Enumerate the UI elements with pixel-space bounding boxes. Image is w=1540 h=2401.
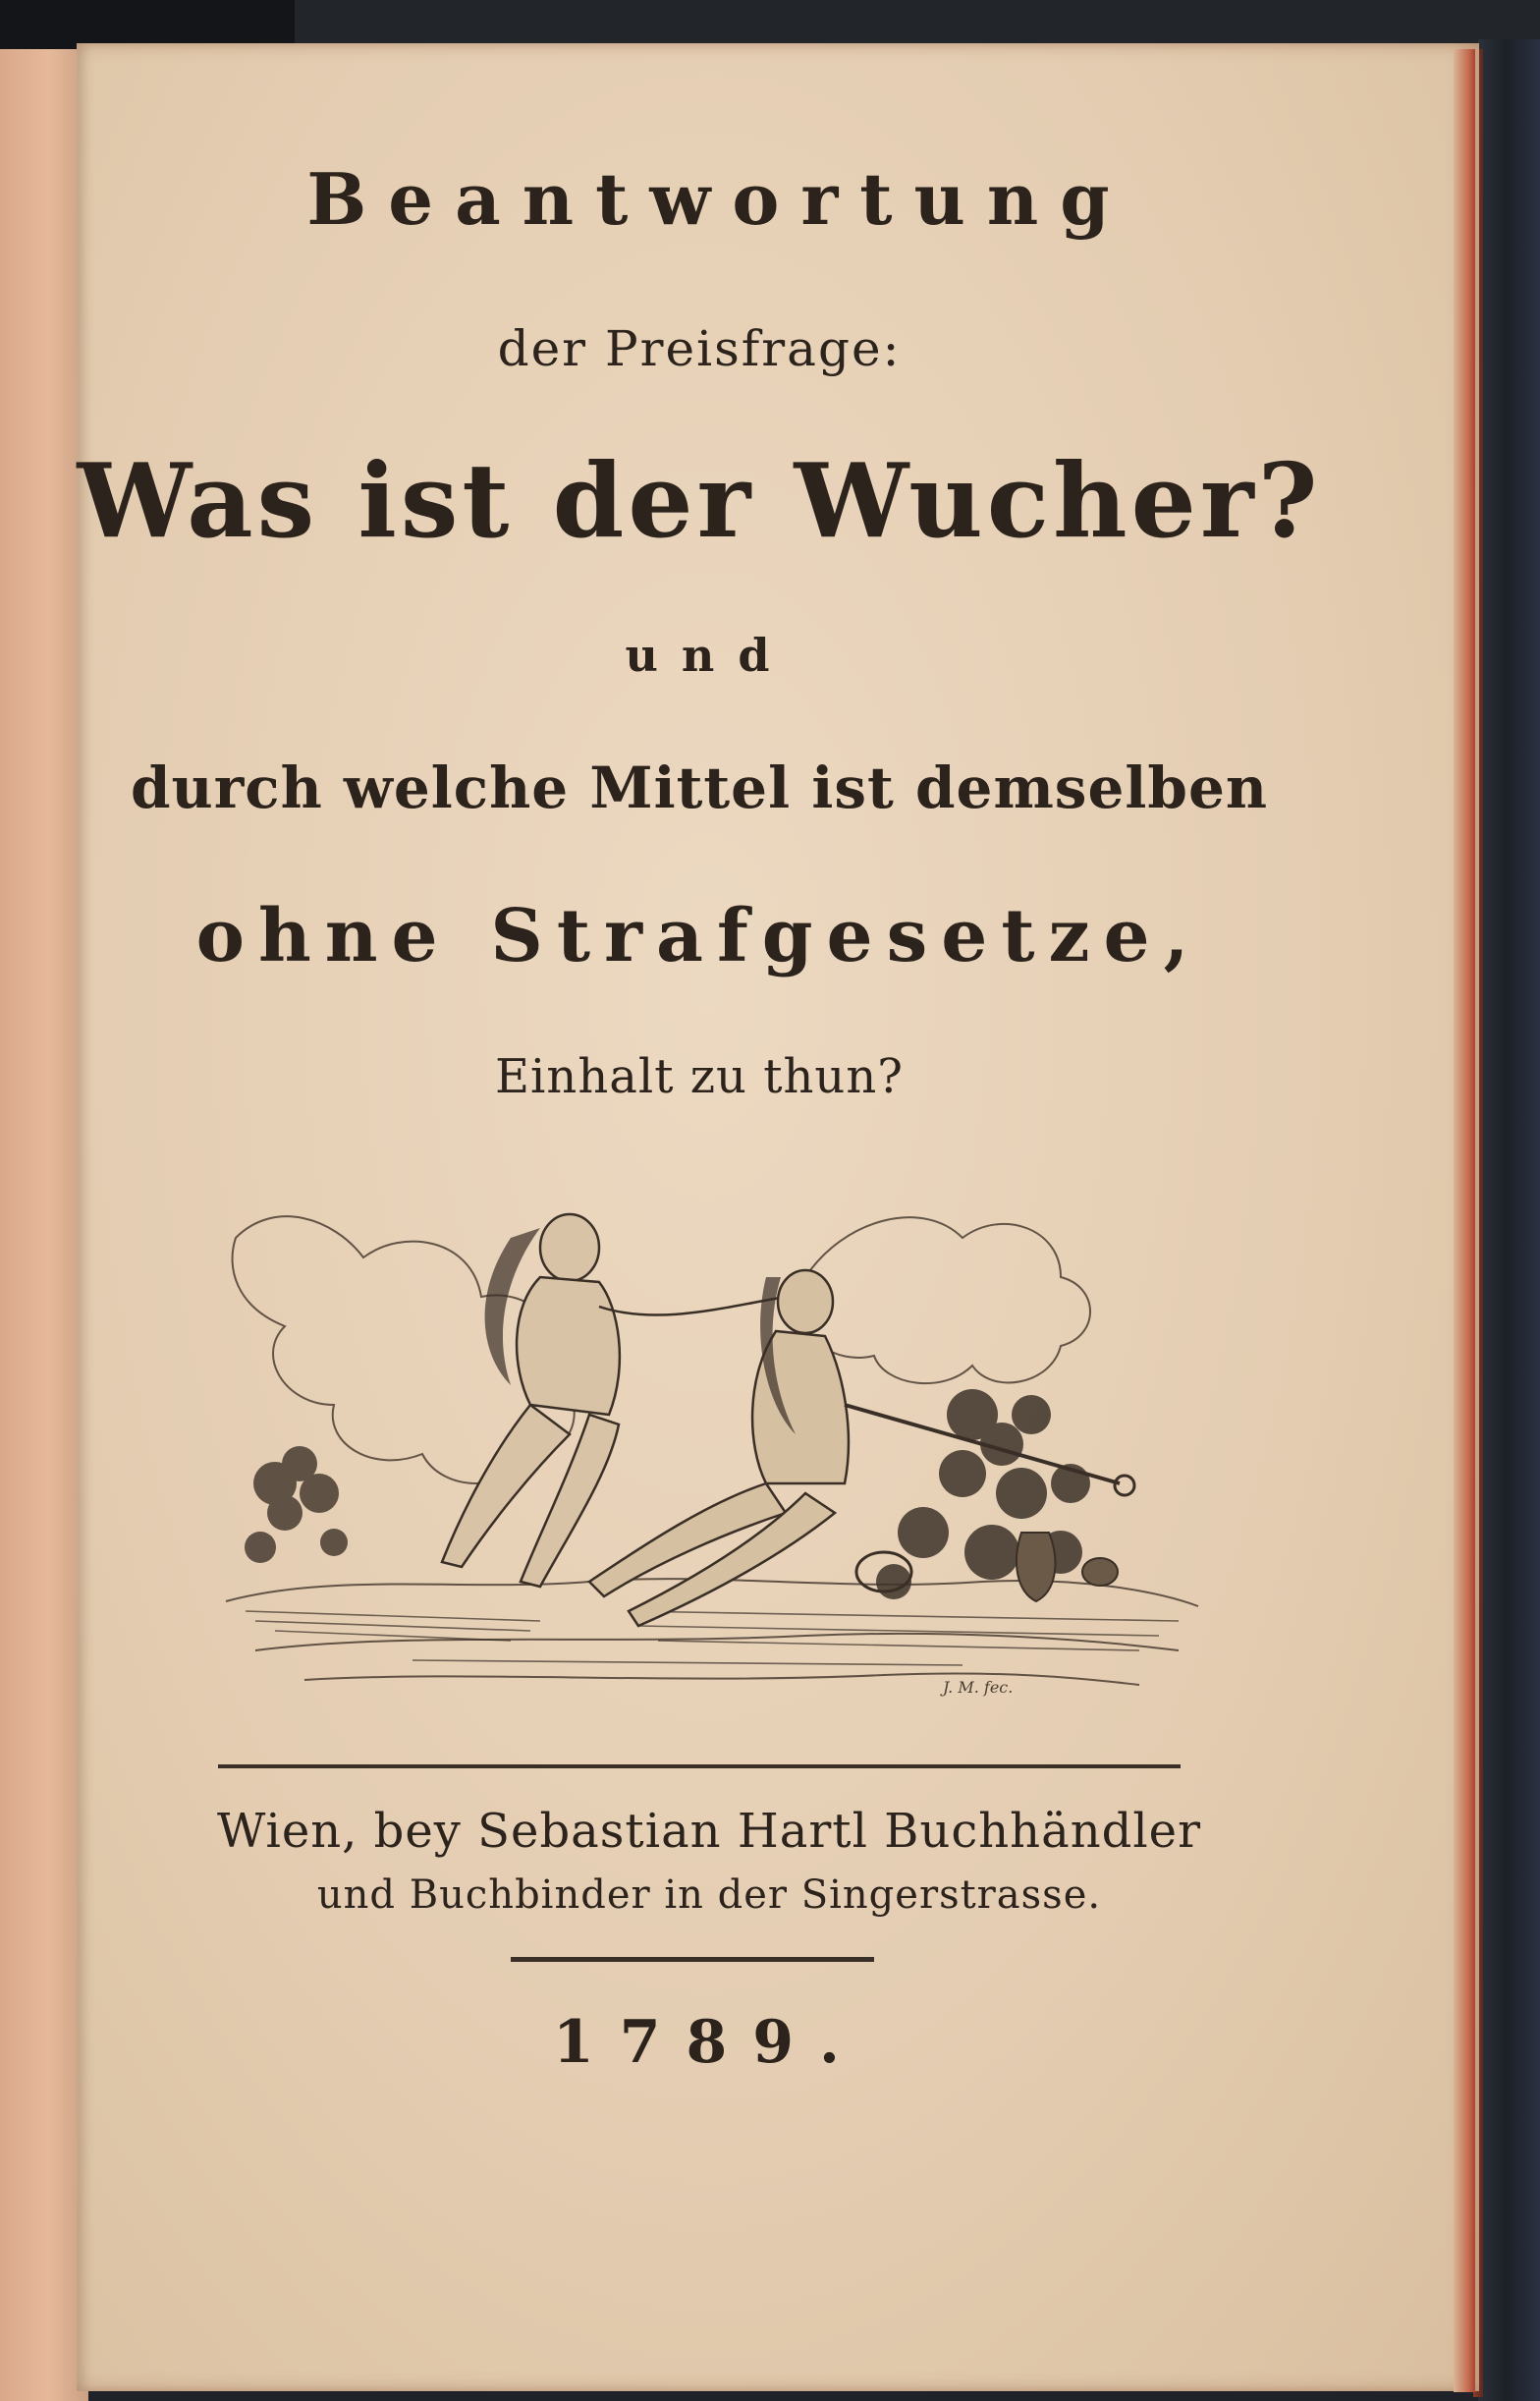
separator-rule-short — [511, 1957, 874, 1962]
engraving-illustration — [216, 1159, 1208, 1719]
engraver-signature: J. M. fec. — [943, 1678, 1014, 1697]
title-line-und: und — [625, 629, 794, 682]
title-line-durch: durch welche Mittel ist demselben — [130, 754, 1269, 821]
title-line-ohne: ohne Strafgesetze, — [195, 894, 1203, 978]
title-line-beantwortung: Beantwortung — [306, 157, 1131, 241]
title-line-preisfrage: der Preisfrage: — [497, 320, 902, 377]
separator-rule — [218, 1764, 1181, 1768]
title-line-question: Was ist der Wucher? — [77, 440, 1322, 561]
imprint-line-address: und Buchbinder in der Singerstrasse. — [316, 1872, 1102, 1918]
book-binding — [1478, 39, 1540, 2401]
imprint-line-publisher: Wien, bey Sebastian Hartl Buchhändler — [216, 1804, 1202, 1859]
page-red-edge — [1454, 49, 1475, 2392]
publication-year: 1789. — [553, 2008, 865, 2077]
title-line-einhalt: Einhalt zu thun? — [495, 1049, 904, 1104]
